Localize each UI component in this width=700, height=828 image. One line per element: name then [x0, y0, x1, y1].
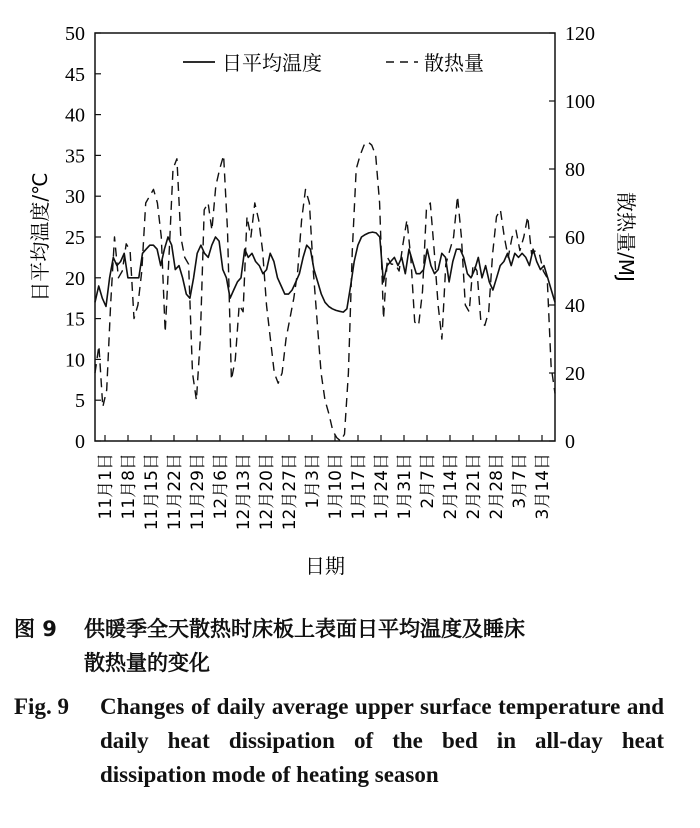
x-tick-label: 12月20日 — [257, 453, 277, 531]
caption-zh-line2: 散热量的变化 — [84, 651, 210, 675]
x-tick-label: 1月3日 — [303, 453, 323, 509]
left-tick-label: 20 — [65, 267, 85, 290]
x-tick-label: 12月6日 — [211, 453, 231, 520]
left-tick-label: 40 — [65, 104, 85, 127]
x-tick-label: 2月14日 — [441, 453, 461, 520]
x-tick-label: 11月15日 — [142, 453, 162, 531]
x-tick-label: 12月13日 — [234, 453, 254, 531]
x-tick-label: 1月31日 — [395, 453, 415, 520]
caption-en-figure-number: Fig. 9 — [14, 694, 69, 719]
right-axis-label: 散热量/MJ — [614, 192, 638, 282]
x-tick-label: 1月10日 — [326, 453, 346, 520]
series-heat-dissipation-line — [95, 142, 555, 441]
legend — [183, 51, 484, 75]
right-tick-label: 100 — [565, 91, 595, 113]
right-tick-label: 120 — [565, 23, 595, 45]
caption-zh-line1: 供暖季全天散热时床板上表面日平均温度及睡床 — [84, 617, 525, 641]
left-tick-label: 50 — [65, 23, 85, 45]
left-tick-label: 10 — [65, 349, 85, 372]
left-tick-label: 45 — [65, 63, 85, 86]
left-axis-label: 日平均温度/℃ — [28, 172, 52, 302]
x-tick-label: 3月7日 — [510, 453, 530, 509]
x-tick-label: 11月29日 — [188, 453, 208, 531]
plot-frame — [95, 33, 555, 441]
caption-en-text: Changes of daily average upper surface temperature and daily heat dissipation of the bed in all-day heat dissipation mode of heating season — [100, 694, 664, 787]
left-tick-label: 15 — [65, 308, 85, 331]
left-tick-label: 0 — [75, 431, 85, 453]
right-tick-label: 0 — [565, 431, 575, 453]
x-tick-label: 2月28日 — [487, 453, 507, 520]
x-tick-label: 1月17日 — [349, 453, 369, 520]
caption-zh-figure-number: 图 9 — [14, 617, 57, 641]
right-tick-label: 20 — [565, 363, 585, 385]
series-temperature-line — [95, 232, 555, 312]
series-layer — [95, 142, 555, 441]
right-tick-label: 60 — [565, 227, 585, 249]
caption-chinese — [14, 612, 674, 680]
x-tick-label: 2月21日 — [464, 453, 484, 520]
legend-label-temperature: 日平均温度 — [222, 51, 322, 75]
left-tick-label: 25 — [65, 227, 85, 249]
x-tick-label: 12月27日 — [280, 453, 300, 531]
right-tick-label: 80 — [565, 159, 585, 181]
x-tick-label: 11月1日 — [96, 453, 116, 520]
left-tick-label: 35 — [65, 145, 85, 168]
caption-english — [14, 690, 664, 792]
left-tick-label: 30 — [65, 186, 85, 209]
x-axis-label: 日期 — [305, 554, 345, 578]
left-tick-label: 5 — [75, 390, 85, 413]
legend-label-heat: 散热量 — [424, 51, 484, 75]
x-axis — [96, 435, 553, 530]
right-axis — [549, 23, 595, 453]
x-tick-label: 11月8日 — [119, 453, 139, 520]
x-tick-label: 1月24日 — [372, 453, 392, 520]
x-tick-label: 2月7日 — [418, 453, 438, 509]
right-tick-label: 40 — [565, 295, 585, 317]
x-tick-label: 3月14日 — [533, 453, 553, 520]
x-tick-label: 11月22日 — [165, 453, 185, 531]
